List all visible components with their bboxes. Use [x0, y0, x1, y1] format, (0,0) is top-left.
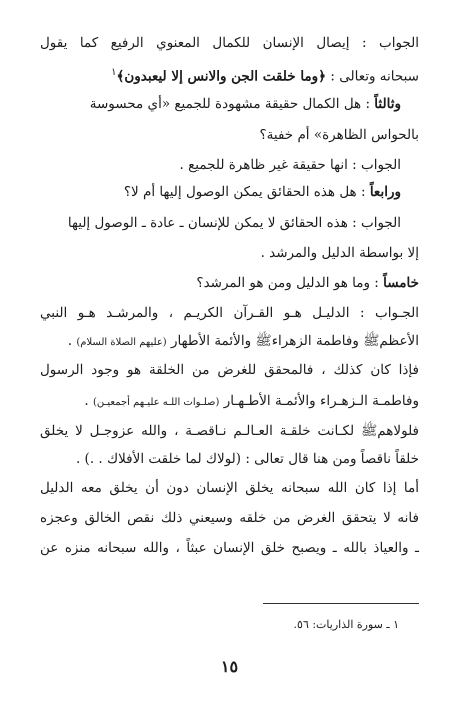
question-3-label: وثالثاً [374, 96, 401, 112]
footnote-ref: ١ [111, 67, 117, 78]
footnote: ١ ـ سورة الذاريات: ٥٦. [293, 618, 399, 631]
answer-5-text: الأعظمﷺ وفاطمة الزهراءﷺ والأئمة الأطهار [166, 333, 419, 349]
paragraph-if-line-4: خلقاً ناقصاً ومن هنا قال تعالى : (لولاك لما خلقت الأفلاك . .) . [75, 451, 419, 467]
question-4-label: ورابعاً [369, 184, 401, 200]
paragraph-if-line-2 [84, 391, 419, 413]
answer-1-intro: سبحانه وتعالى : [326, 68, 419, 85]
paragraph-if-line-3: فلولاهمﷺ لكـانت خلقـة العـالـم نـاقصـة ، والله عزوجـل لا يخلق [40, 423, 419, 439]
paragraph-but-line-1: أما إذا كان الله سبحانه يخلق الإنسان دون أن يخلق معه الدليل [40, 480, 419, 496]
paragraph-if-end: . [84, 393, 93, 409]
quran-quote: ﴿وما خلقت الجن والانس إلا ليعبدون﴾ [116, 68, 327, 85]
paragraph-if-text: وفاطمـة الـزهـراء والأئمـة الأطـهـار [219, 393, 419, 409]
answer-5-line-2 [68, 331, 419, 353]
question-5-text: : وما هو الدليل ومن هو المرشد؟ [196, 275, 379, 291]
answer-4-line-2: إلا بواسطة الدليل والمرشد . [260, 245, 419, 261]
page-number: ١٥ [220, 657, 239, 676]
question-5 [196, 273, 419, 293]
question-4-text: : هل هذه الحقائق يمكن الوصول إليها أم لا؟ [123, 184, 366, 200]
question-3-line-2: بالحواس الظاهرة» أم خفية؟ [259, 127, 419, 143]
paragraph-if-honorific: (صلـوات اللـه عليـهم أجمعيـن) [92, 397, 220, 408]
answer-4-line-1: الجواب : هذه الحقائق لا يمكن للإنسان ـ عادة ـ الوصول إليها [67, 215, 401, 231]
answer-3: الجواب : انها حقيقة غير ظاهرة للجميع . [179, 157, 401, 173]
answer-1-line-2 [111, 63, 419, 87]
paragraph-but-line-3: ـ والعياذ بالله ـ ويصبح خلق الإنسان عبثاً ، والله سبحانه منزه عن [40, 540, 419, 556]
footnote-divider [263, 603, 419, 604]
question-4 [124, 182, 401, 202]
question-5-label: خامساً [383, 275, 419, 291]
question-3-text: : هل الكمال حقيقة مشهودة للجميع «أي محسوسة [89, 96, 370, 112]
paragraph-but-line-2: فانه لا يتحقق الغرض من خلقه وسيعني ذلك نقص الخالق وعجزه [40, 510, 419, 526]
question-3-line-1 [90, 94, 401, 114]
answer-5-end: . [67, 333, 77, 349]
answer-5-line-1: الجـواب : الدليـل هـو القـرآن الكريـم ، والمرشـد هـو النبي [40, 305, 419, 321]
paragraph-if-line-1: فإذا كان كذلك ، فالمحقق للغرض من الخلقة هو وجود الرسول [40, 362, 419, 378]
answer-5-honorific: (عليهم الصلاة السلام) [76, 337, 167, 348]
answer-1-line-1: الجواب : إيصال الإنسان للكمال المعنوي الرفيع كما يقول [40, 35, 419, 51]
